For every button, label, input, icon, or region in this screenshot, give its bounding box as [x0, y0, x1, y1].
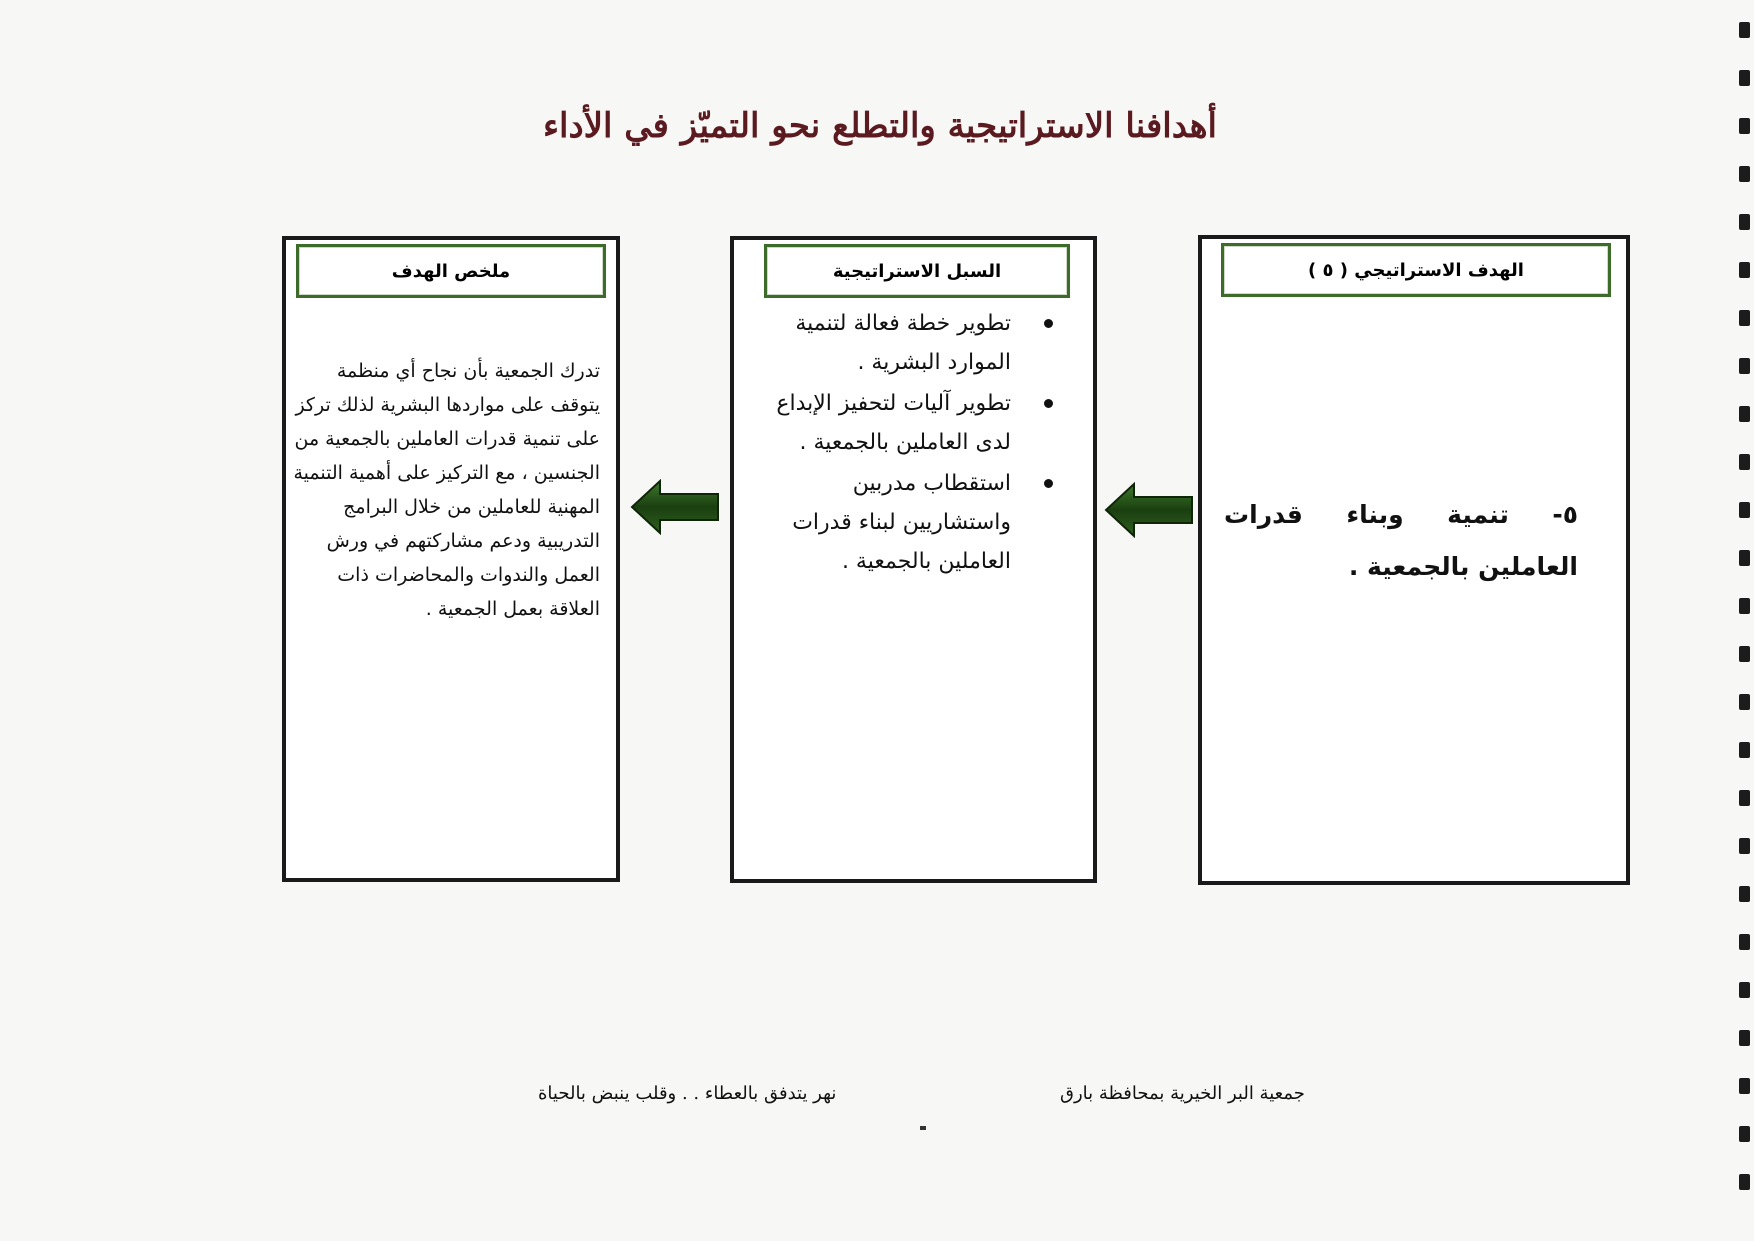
page-title: أهدافنا الاستراتيجية والتطلع نحو التميّز في الأداء — [543, 106, 1217, 146]
summary-box — [282, 236, 620, 882]
strategy-list — [763, 304, 1053, 583]
goal-header: الهدف الاستراتيجي ( ٥ ) — [1221, 243, 1611, 297]
strategy-box — [730, 236, 1097, 883]
footer-organization: جمعية البر الخيرية بمحافظة بارق — [1060, 1083, 1305, 1104]
strategy-item: تطوير آليات لتحفيز الإبداع لدى العاملين بالجمعية . — [763, 384, 1053, 462]
footer-slogan: نهر يتدفق بالعطاء . . وقلب ينبض بالحياة — [538, 1083, 837, 1104]
summary-text: تدرك الجمعية بأن نجاح أي منظمة يتوقف على مواردها البشرية لذلك تركز على تنمية قدرات العاملين بالجمعية من الجنسين ، مع التركيز على أهمية التنمية المهنية للعاملين من خلال البرامج التدريبية ودعم مشاركتهم في ورش العمل والندوات والمحاضرات ذات العلاقة بعمل الجمعية . — [293, 360, 600, 620]
goal-box — [1198, 235, 1630, 885]
decorative-mark — [920, 1126, 926, 1130]
goal-text: ٥- تنمية وبناء قدرات العاملين بالجمعية . — [1224, 500, 1578, 581]
arrow-left-icon — [1104, 482, 1194, 538]
strategy-item: تطوير خطة فعالة لتنمية الموارد البشرية . — [763, 304, 1053, 382]
strategy-header: السبل الاستراتيجية — [764, 244, 1070, 298]
arrow-left-icon — [630, 479, 720, 535]
summary-header: ملخص الهدف — [296, 244, 606, 298]
strategy-item: استقطاب مدربين واستشاريين لبناء قدرات العاملين بالجمعية . — [763, 464, 1053, 581]
spiral-binding — [1732, 0, 1754, 1241]
